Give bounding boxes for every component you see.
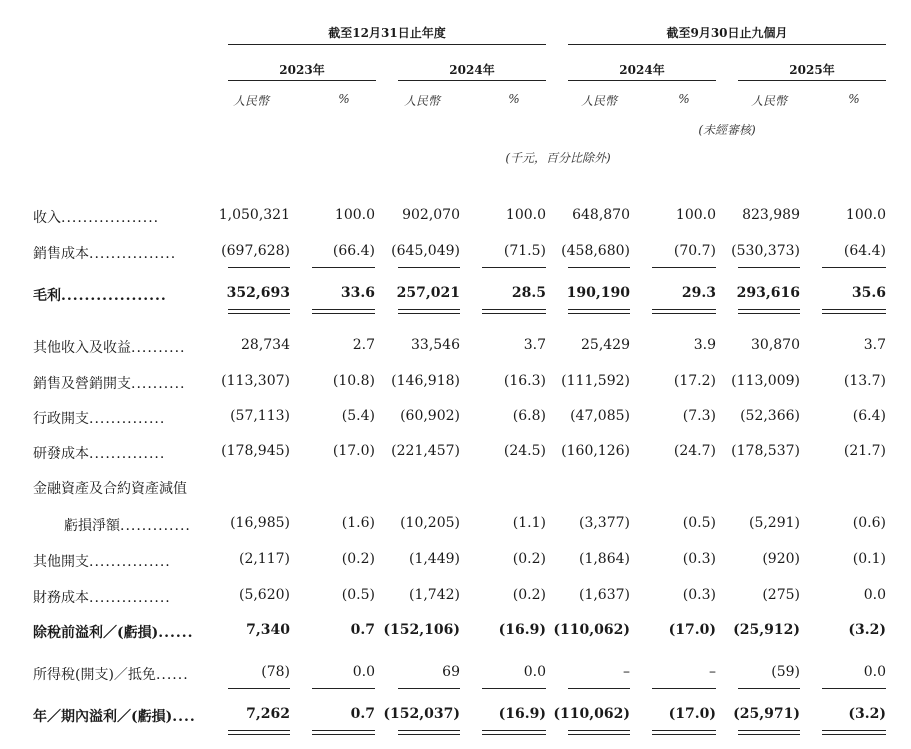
table-cell: 29.3 (681, 285, 716, 301)
table-cell: (16.9) (498, 622, 546, 638)
leader-dots: .............. (89, 411, 166, 427)
table-cell: (52,366) (740, 408, 800, 424)
cell-underline (568, 309, 630, 310)
table-cell: 25,429 (581, 337, 630, 353)
row-label (33, 443, 165, 463)
leader-dots: .................. (61, 288, 167, 304)
year-header-2024-annual: 2024年 (449, 63, 495, 77)
cell-underline (568, 734, 630, 735)
cell-underline (652, 313, 716, 314)
table-cell: (6.8) (512, 408, 546, 424)
table-cell: (6.4) (852, 408, 886, 424)
cell-underline (312, 267, 375, 268)
year-header-2025: 2025年 (789, 63, 835, 77)
cell-underline (738, 313, 800, 314)
leader-dots: ............... (89, 590, 171, 606)
year-header-2023: 2023年 (279, 63, 325, 77)
table-cell: 190,190 (566, 285, 630, 301)
table-cell: (17.0) (668, 622, 716, 638)
row-label-text: 所得稅(開支)／抵免 (33, 667, 156, 683)
row-label (33, 373, 186, 393)
table-cell: (645,049) (391, 243, 460, 259)
table-cell: 100.0 (845, 207, 886, 223)
cell-underline (738, 267, 800, 268)
row-label (33, 243, 176, 263)
leader-dots: .............. (89, 446, 166, 462)
table-cell: 293,616 (736, 285, 800, 301)
table-cell: 33,546 (411, 337, 460, 353)
table-cell: (0.2) (512, 551, 546, 567)
year-rule-2024-annual (398, 80, 546, 81)
row-label (33, 285, 167, 305)
cell-underline (738, 730, 800, 731)
cell-underline (652, 688, 716, 689)
table-cell: (71.5) (503, 243, 546, 259)
leader-dots: ............. (120, 518, 191, 534)
table-cell: (17.0) (332, 443, 375, 459)
period-header-annual: 截至12月31日止年度 (328, 26, 446, 40)
leader-dots: .... (172, 709, 196, 725)
table-cell: (221,457) (391, 443, 460, 459)
row-label-text: 金融資產及合約資產減值 (33, 481, 187, 497)
unit-currency: 人民幣 (580, 94, 617, 108)
cell-underline (398, 309, 460, 310)
table-cell: (160,126) (561, 443, 630, 459)
row-label-text: 除稅前溢利／(虧損) (33, 625, 159, 641)
cell-underline (738, 309, 800, 310)
table-cell: (1,449) (408, 551, 460, 567)
unit-currency: 人民幣 (750, 94, 787, 108)
cell-underline (228, 309, 290, 310)
row-label (33, 337, 186, 357)
table-cell: (0.2) (512, 587, 546, 603)
table-cell: (17.0) (668, 706, 716, 722)
cell-underline (228, 734, 290, 735)
leader-dots: ...... (155, 667, 189, 683)
table-cell: (1.6) (341, 515, 375, 531)
table-cell: (113,307) (221, 373, 290, 389)
row-label (33, 664, 189, 684)
table-cell: – (709, 664, 716, 680)
leader-dots: ................ (89, 246, 177, 262)
cell-underline (652, 309, 716, 310)
cell-underline (228, 267, 290, 268)
row-label-text: 虧損淨額 (64, 518, 120, 534)
row-label-text: 銷售及營銷開支 (33, 376, 131, 392)
cell-underline (568, 267, 630, 268)
leader-dots: .......... (131, 376, 186, 392)
leader-dots: .......... (131, 340, 186, 356)
row-label-text: 毛利 (33, 288, 61, 304)
table-cell: 28.5 (511, 285, 546, 301)
cell-underline (822, 730, 886, 731)
cell-underline (652, 730, 716, 731)
table-cell: (24.5) (503, 443, 546, 459)
row-label (33, 551, 171, 571)
table-cell: (0.1) (852, 551, 886, 567)
table-cell: 0.7 (350, 622, 375, 638)
table-cell: (152,037) (383, 706, 460, 722)
table-cell: (7.3) (682, 408, 716, 424)
cell-underline (228, 313, 290, 314)
cell-underline (822, 309, 886, 310)
cell-underline (312, 688, 375, 689)
cell-underline (398, 313, 460, 314)
table-cell: 1,050,321 (218, 207, 290, 223)
table-cell: (5.4) (341, 408, 375, 424)
table-cell: (0.5) (682, 515, 716, 531)
table-cell: 0.0 (863, 587, 886, 603)
table-cell: (0.5) (341, 587, 375, 603)
leader-dots: ............... (89, 554, 171, 570)
table-cell: (16.3) (503, 373, 546, 389)
table-cell: 7,262 (246, 706, 290, 722)
period-rule-nine-months (568, 44, 886, 45)
cell-underline (482, 734, 546, 735)
table-cell: (152,106) (383, 622, 460, 638)
table-cell: (530,373) (731, 243, 800, 259)
table-cell: (0.3) (682, 551, 716, 567)
table-cell: (5,620) (238, 587, 290, 603)
table-cell: (178,945) (221, 443, 290, 459)
table-cell: (146,918) (391, 373, 460, 389)
table-cell: 648,870 (572, 207, 630, 223)
cell-underline (312, 734, 375, 735)
unit-percent: % (848, 92, 860, 106)
year-header-2024-nine-months: 2024年 (619, 63, 665, 77)
row-label (33, 207, 159, 227)
row-label (33, 622, 194, 642)
year-rule-2024-nine-months (568, 80, 716, 81)
table-cell: (10,205) (400, 515, 460, 531)
year-rule-2023 (228, 80, 376, 81)
table-cell: (111,592) (561, 373, 630, 389)
table-cell: (25,971) (733, 706, 800, 722)
table-cell: (2,117) (238, 551, 290, 567)
cell-underline (482, 688, 546, 689)
unit-percent: % (678, 92, 690, 106)
table-cell: 100.0 (675, 207, 716, 223)
table-cell: 257,021 (396, 285, 460, 301)
table-cell: (21.7) (843, 443, 886, 459)
cell-underline (228, 730, 290, 731)
table-cell: (57,113) (230, 408, 290, 424)
table-cell: 35.6 (851, 285, 886, 301)
unit-currency: 人民幣 (232, 94, 269, 108)
period-header-nine-months: 截至9月30日止九個月 (666, 26, 788, 40)
table-cell: (275) (762, 587, 800, 603)
cell-underline (738, 734, 800, 735)
table-cell: – (623, 664, 630, 680)
cell-underline (398, 730, 460, 731)
cell-underline (398, 734, 460, 735)
table-cell: (3.2) (848, 622, 886, 638)
row-label-text: 銷售成本 (33, 246, 89, 262)
table-cell: (1,864) (578, 551, 630, 567)
table-cell: 33.6 (340, 285, 375, 301)
period-rule-annual (228, 44, 546, 45)
table-cell: 100.0 (505, 207, 546, 223)
table-cell: (458,680) (561, 243, 630, 259)
unit-note: (千元，百分比除外) (505, 151, 611, 165)
table-cell: (24.7) (673, 443, 716, 459)
table-cell: (64.4) (843, 243, 886, 259)
table-cell: 3.7 (863, 337, 886, 353)
cell-underline (822, 734, 886, 735)
cell-underline (482, 730, 546, 731)
table-cell: (0.6) (852, 515, 886, 531)
table-cell: (25,912) (733, 622, 800, 638)
table-cell: (110,062) (553, 706, 630, 722)
table-cell: (1,637) (578, 587, 630, 603)
year-rule-2025 (738, 80, 886, 81)
table-cell: 823,989 (742, 207, 800, 223)
cell-underline (652, 267, 716, 268)
table-cell: 352,693 (226, 285, 290, 301)
row-label-text: 年／期內溢利／(虧損) (33, 709, 173, 725)
row-label-text: 其他收入及收益 (33, 340, 131, 356)
table-cell: 69 (442, 664, 460, 680)
table-cell: 7,340 (246, 622, 290, 638)
table-cell: 902,070 (402, 207, 460, 223)
table-cell: (70.7) (673, 243, 716, 259)
leader-dots: .................. (61, 210, 160, 226)
row-label-text: 收入 (33, 210, 61, 226)
table-cell: (0.3) (682, 587, 716, 603)
row-label (33, 408, 165, 428)
table-cell: (920) (762, 551, 800, 567)
cell-underline (822, 313, 886, 314)
table-cell: (113,009) (731, 373, 800, 389)
unit-currency: 人民幣 (403, 94, 440, 108)
table-cell: (3.2) (848, 706, 886, 722)
cell-underline (482, 309, 546, 310)
table-cell: (110,062) (553, 622, 630, 638)
cell-underline (398, 688, 460, 689)
cell-underline (398, 267, 460, 268)
table-cell: (1,742) (408, 587, 460, 603)
cell-underline (568, 688, 630, 689)
table-cell: 100.0 (334, 207, 375, 223)
table-cell: 0.7 (350, 706, 375, 722)
unit-percent: % (338, 92, 350, 106)
unit-percent: % (508, 92, 520, 106)
cell-underline (738, 688, 800, 689)
table-cell: (78) (261, 664, 290, 680)
row-label (33, 706, 196, 726)
cell-underline (228, 688, 290, 689)
cell-underline (568, 313, 630, 314)
cell-underline (822, 267, 886, 268)
table-cell: 3.7 (523, 337, 546, 353)
table-cell: (13.7) (843, 373, 886, 389)
row-label-text: 行政開支 (33, 411, 89, 427)
table-cell: (60,902) (400, 408, 460, 424)
table-cell: (10.8) (332, 373, 375, 389)
table-cell: (1.1) (512, 515, 546, 531)
row-label (33, 587, 171, 607)
cell-underline (482, 267, 546, 268)
cell-underline (482, 313, 546, 314)
cell-underline (312, 730, 375, 731)
row-label (64, 515, 191, 535)
table-cell: (59) (771, 664, 800, 680)
cell-underline (568, 730, 630, 731)
table-cell: 0.0 (863, 664, 886, 680)
row-label-text: 研發成本 (33, 446, 89, 462)
table-cell: (47,085) (570, 408, 630, 424)
row-label-text: 其他開支 (33, 554, 89, 570)
table-cell: 0.0 (352, 664, 375, 680)
row-label (33, 478, 187, 498)
table-cell: 0.0 (523, 664, 546, 680)
unaudited-note: (未經審核) (698, 123, 756, 137)
table-cell: 28,734 (241, 337, 290, 353)
table-cell: 30,870 (751, 337, 800, 353)
cell-underline (822, 688, 886, 689)
table-cell: 2.7 (352, 337, 375, 353)
table-cell: (3,377) (578, 515, 630, 531)
table-cell: (16.9) (498, 706, 546, 722)
table-cell: (17.2) (673, 373, 716, 389)
cell-underline (312, 313, 375, 314)
table-cell: (697,628) (221, 243, 290, 259)
table-cell: 3.9 (693, 337, 716, 353)
table-cell: (16,985) (230, 515, 290, 531)
table-cell: (66.4) (332, 243, 375, 259)
table-cell: (5,291) (748, 515, 800, 531)
row-label-text: 財務成本 (33, 590, 89, 606)
cell-underline (652, 734, 716, 735)
cell-underline (312, 309, 375, 310)
table-cell: (0.2) (341, 551, 375, 567)
table-cell: (178,537) (731, 443, 800, 459)
leader-dots: ...... (158, 625, 194, 641)
